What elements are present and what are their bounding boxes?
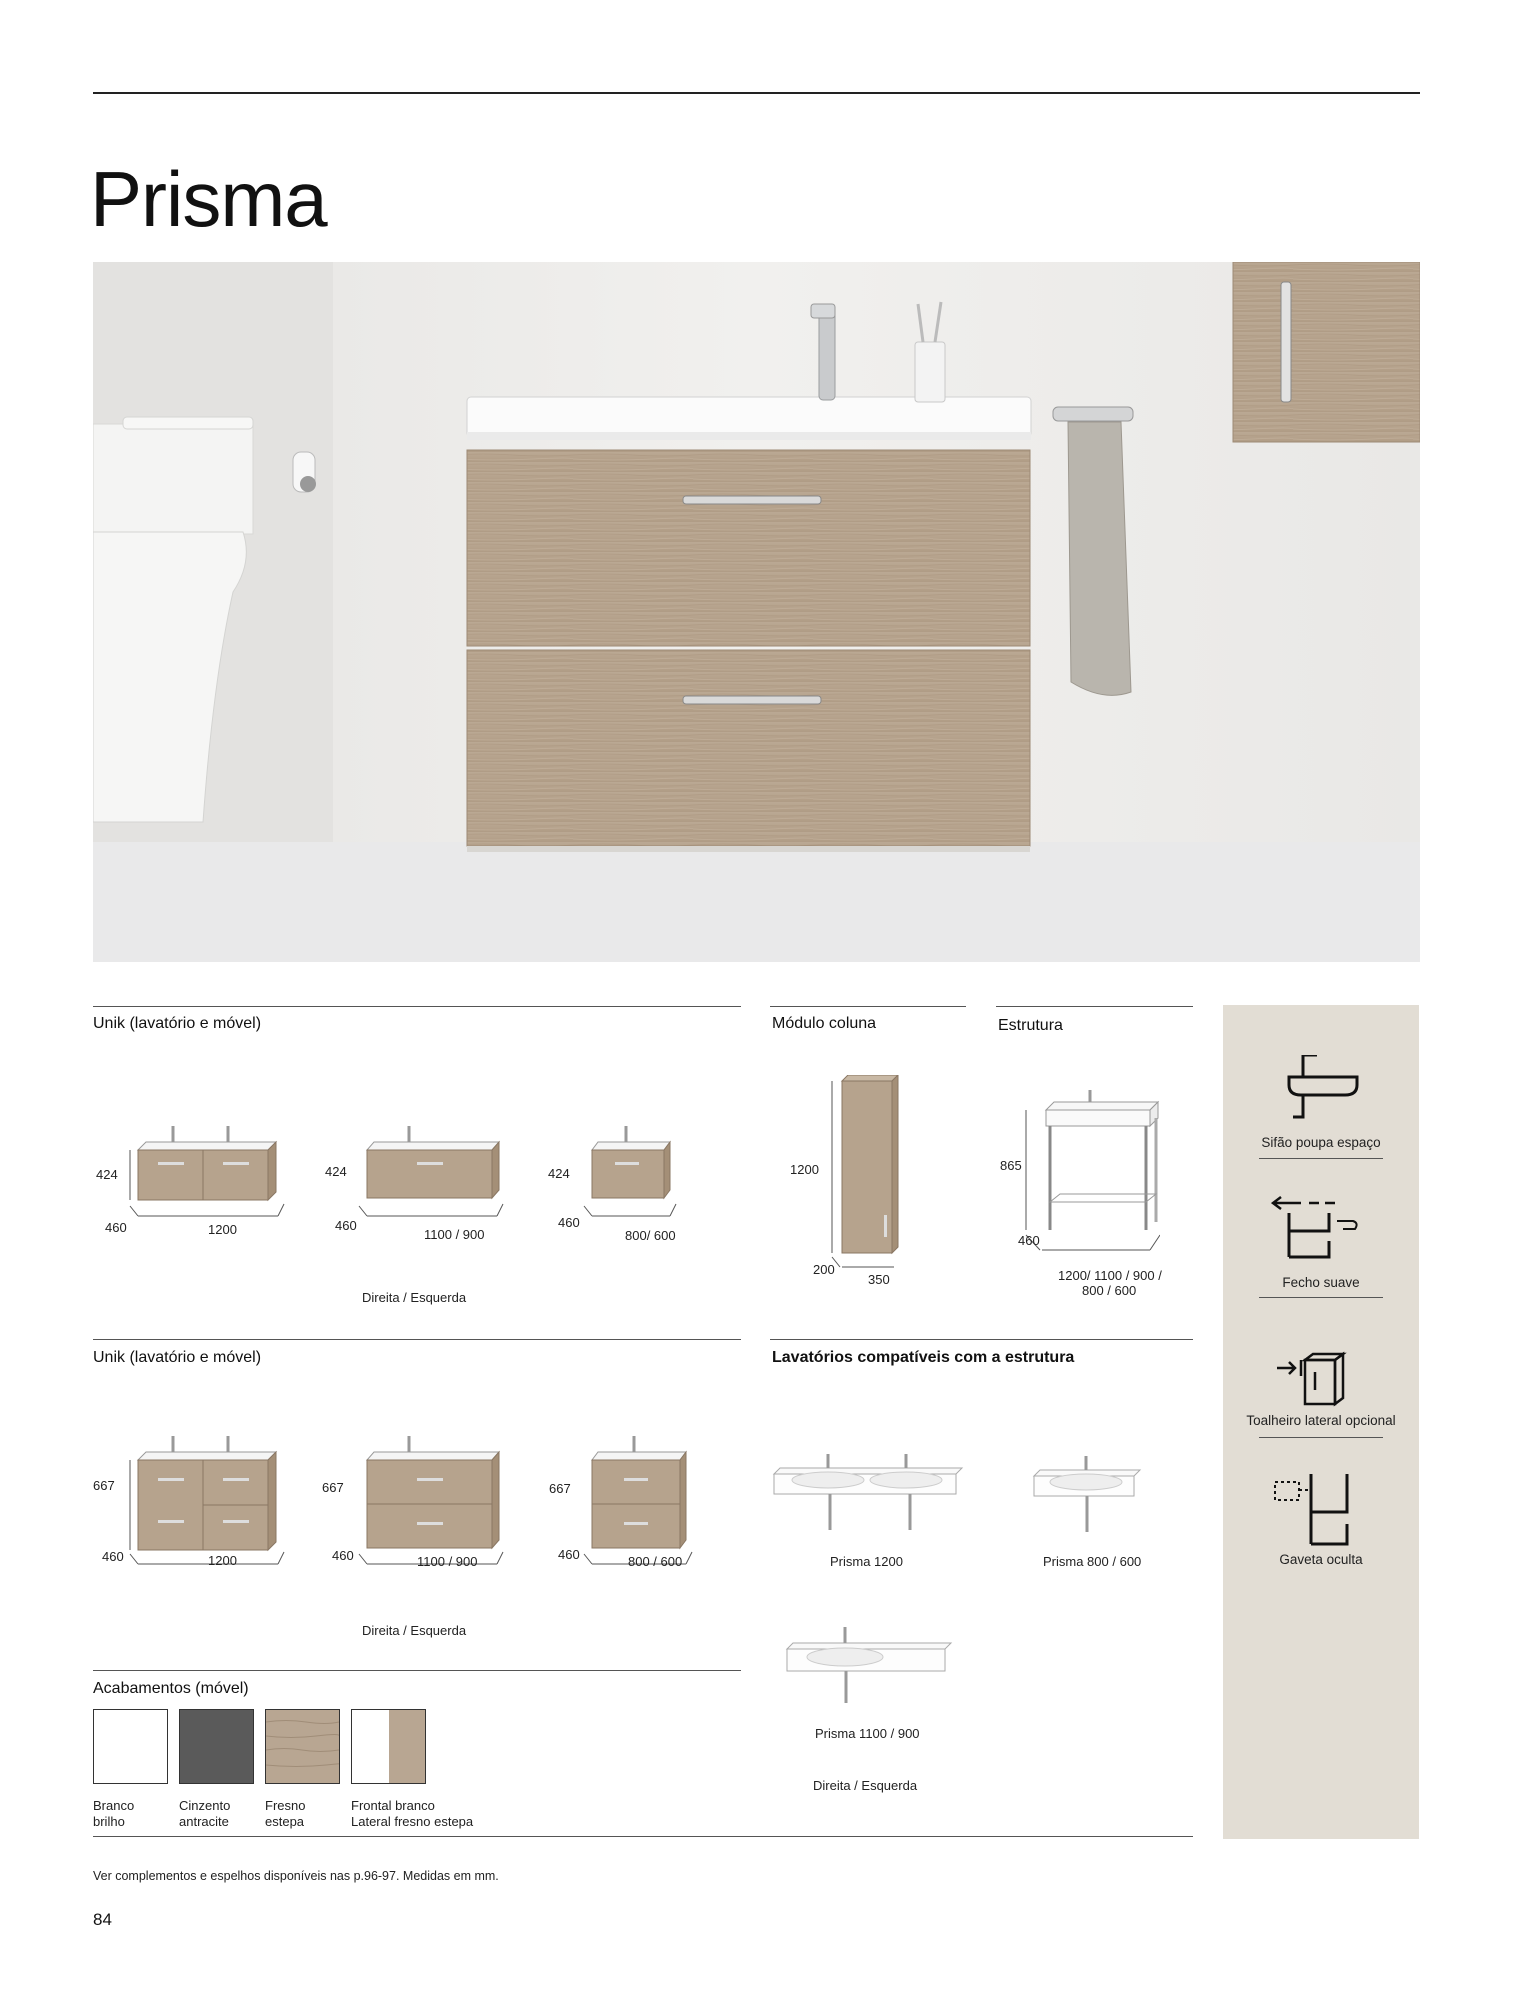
modulo-height: 1200 xyxy=(790,1162,819,1177)
unik2-800-drawing-icon xyxy=(580,1430,700,1570)
basin-1200-drawing-icon xyxy=(770,1450,965,1535)
lavatorios-label: Lavatórios compatíveis com a estrutura xyxy=(772,1349,1075,1366)
unik1-800-drawing-icon xyxy=(580,1120,680,1225)
basin-1100-caption: Prisma 1100 / 900 xyxy=(815,1726,920,1741)
lavatorios-caption: Direita / Esquerda xyxy=(813,1778,918,1793)
unik2-3-depth: 460 xyxy=(558,1547,580,1562)
hidden-drawer-icon xyxy=(1271,1470,1371,1550)
estrutura-rule xyxy=(996,1006,1193,1007)
footnote: Ver complementos e espelhos disponíveis nas p.96-97. Medidas em mm. xyxy=(93,1869,499,1883)
swatch-fresno-estepa xyxy=(265,1709,340,1784)
swatch-branco-brilho xyxy=(93,1709,168,1784)
page-number: 84 xyxy=(93,1910,112,1929)
swatch-label-3: Fresno estepa xyxy=(265,1798,306,1829)
swatch-label-2: Cinzento antracite xyxy=(179,1798,231,1829)
unik1-1-height: 424 xyxy=(96,1167,118,1182)
estrutura-height: 865 xyxy=(1000,1158,1022,1173)
acabamentos-label: Acabamentos (móvel) xyxy=(93,1680,249,1697)
basin-1100-drawing-icon xyxy=(783,1625,958,1705)
unik2-3-width: 800 / 600 xyxy=(628,1554,683,1569)
estrutura-depth: 460 xyxy=(1018,1233,1040,1248)
basin-800-caption: Prisma 800 / 600 xyxy=(1043,1554,1142,1569)
modulo-label: Módulo coluna xyxy=(772,1015,877,1032)
unik2-1-height: 667 xyxy=(93,1478,115,1493)
unik2-1100-drawing-icon xyxy=(357,1430,507,1570)
unik2-2-width: 1100 / 900 xyxy=(417,1554,478,1569)
features-panel xyxy=(1223,1005,1419,1839)
estrutura-width-line2: 800 / 600 xyxy=(1082,1283,1137,1298)
swatch-label-1: Branco brilho xyxy=(93,1798,135,1829)
feature-rule-2 xyxy=(1259,1297,1383,1298)
siphon-icon xyxy=(1283,1055,1363,1125)
swatch-frontal-branco-lateral-fresno xyxy=(351,1709,426,1784)
unik2-1-width: 1200 xyxy=(208,1553,237,1568)
feature-rule-1 xyxy=(1259,1158,1383,1159)
basin-1200-caption: Prisma 1200 xyxy=(830,1554,903,1569)
swatch-label-4: Frontal branco Lateral fresno estepa xyxy=(351,1798,474,1829)
column-module-drawing-icon xyxy=(830,1075,910,1270)
modulo-depth: 200 xyxy=(813,1262,835,1277)
unik1-1-depth: 460 xyxy=(105,1220,127,1235)
unik1-2-height: 424 xyxy=(325,1164,347,1179)
estrutura-label: Estrutura xyxy=(998,1017,1063,1034)
unik2-3-height: 667 xyxy=(549,1481,571,1496)
unik2-2-depth: 460 xyxy=(332,1548,354,1563)
unik1-label: Unik (lavatório e móvel) xyxy=(93,1015,262,1032)
bathroom-vanity-photo-icon xyxy=(93,262,1420,962)
unik1-3-depth: 460 xyxy=(558,1215,580,1230)
unik2-rule xyxy=(93,1339,741,1340)
lavatorios-rule xyxy=(770,1339,1193,1340)
top-rule xyxy=(93,92,1420,94)
unik1-3-height: 424 xyxy=(548,1166,570,1181)
unik2-1200-drawing-icon xyxy=(128,1430,288,1570)
feature-label-towel-rail: Toalheiro lateral opcional xyxy=(1246,1413,1396,1428)
feature-label-hidden-drawer: Gaveta oculta xyxy=(1279,1552,1363,1567)
side-towel-rail-icon xyxy=(1275,1350,1365,1410)
bottom-rule xyxy=(93,1836,1193,1837)
unik1-1100-drawing-icon xyxy=(357,1120,507,1225)
basin-800-drawing-icon xyxy=(1030,1452,1145,1537)
acabamentos-rule xyxy=(93,1670,741,1671)
unik2-1-depth: 460 xyxy=(102,1549,124,1564)
wood-grain-icon xyxy=(266,1710,339,1783)
modulo-rule xyxy=(770,1006,966,1007)
unik1-rule xyxy=(93,1006,741,1007)
swatch-cinzento-antracite xyxy=(179,1709,254,1784)
unik1-2-width: 1100 / 900 xyxy=(424,1227,485,1242)
unik2-2-height: 667 xyxy=(322,1480,344,1495)
unik1-1200-drawing-icon xyxy=(128,1120,288,1225)
unik1-2-depth: 460 xyxy=(335,1218,357,1233)
feature-rule-3 xyxy=(1259,1437,1383,1438)
estrutura-width-line1: 1200/ 1100 / 900 / xyxy=(1058,1268,1162,1283)
unik1-caption: Direita / Esquerda xyxy=(362,1290,467,1305)
feature-label-siphon: Sifão poupa espaço xyxy=(1261,1135,1381,1150)
soft-close-icon xyxy=(1271,1185,1371,1265)
unik1-3-width: 800/ 600 xyxy=(625,1228,676,1243)
hero-photo xyxy=(93,262,1420,962)
page-title: Prisma xyxy=(90,155,327,243)
modulo-width: 350 xyxy=(868,1272,890,1287)
structure-drawing-icon xyxy=(1020,1090,1160,1265)
feature-label-soft-close: Fecho suave xyxy=(1282,1275,1360,1290)
unik2-caption: Direita / Esquerda xyxy=(362,1623,467,1638)
unik2-label: Unik (lavatório e móvel) xyxy=(93,1349,262,1366)
unik1-1-width: 1200 xyxy=(208,1222,237,1237)
